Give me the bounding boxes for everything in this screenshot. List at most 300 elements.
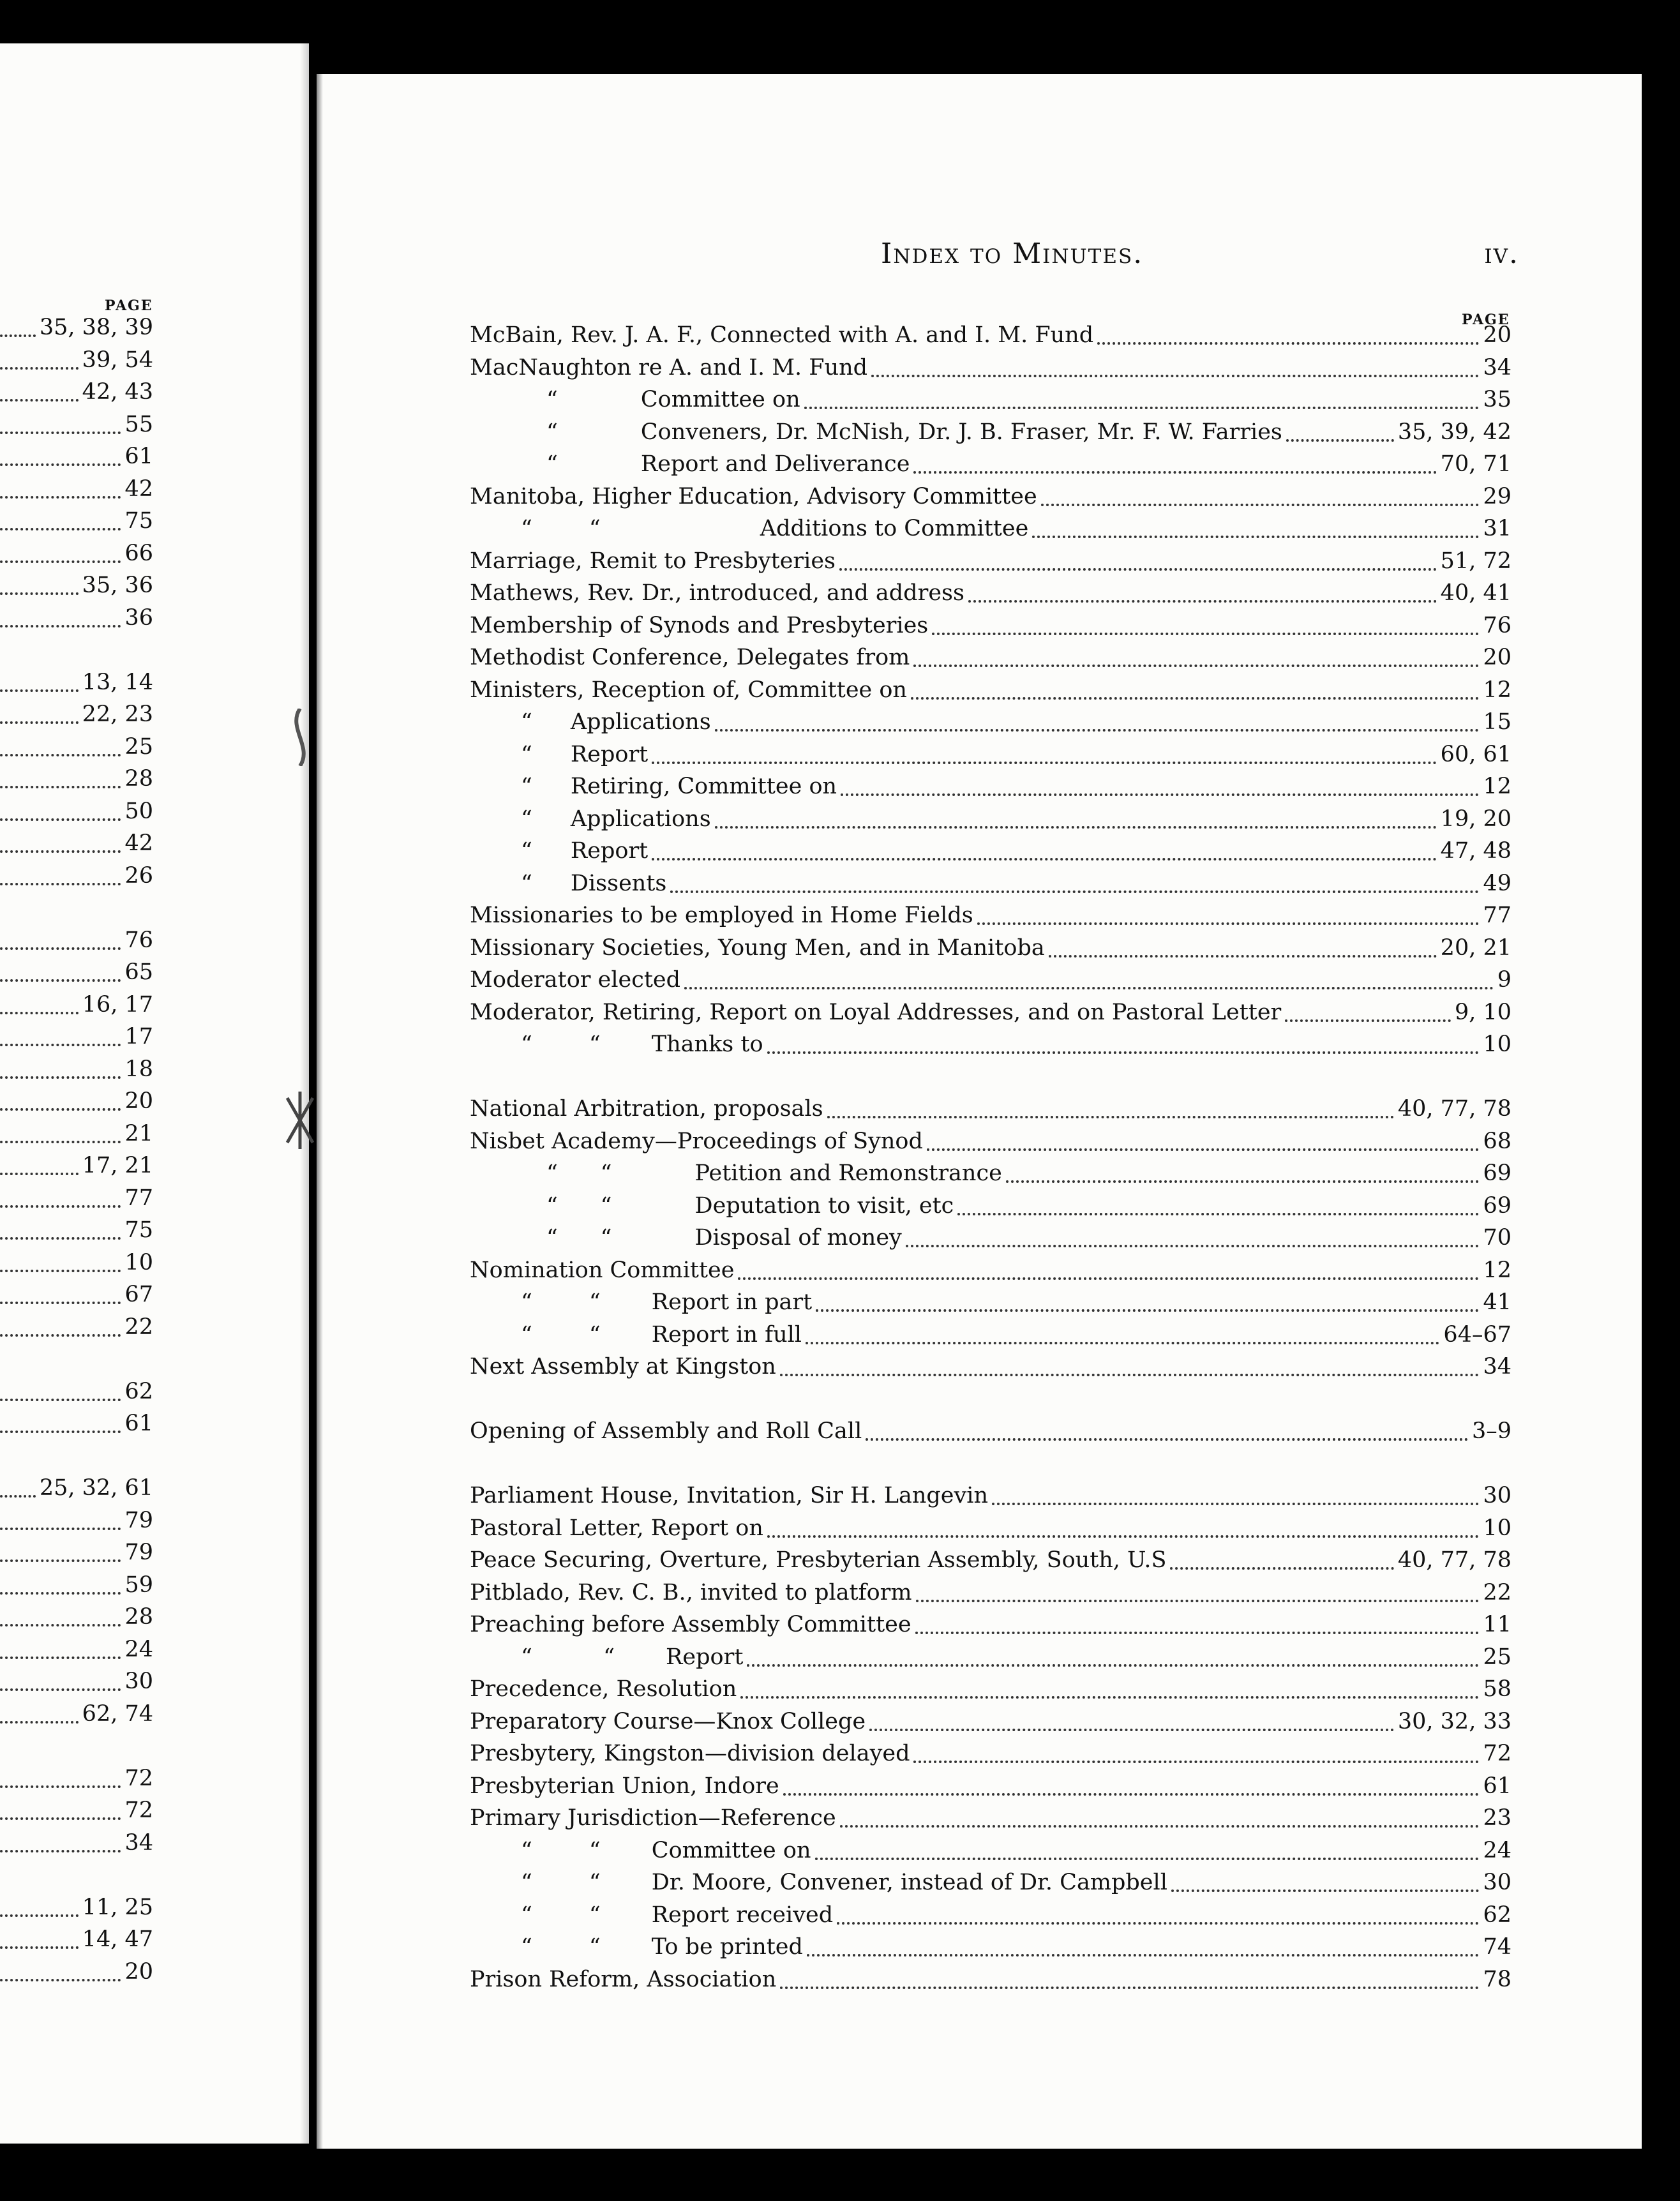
ditto-mark: “ “ — [521, 1289, 601, 1315]
dot-leader — [1285, 1019, 1451, 1022]
entry-pages: 20 — [124, 1088, 153, 1114]
dot-leader — [871, 374, 1479, 377]
index-entry-fragment — [0, 763, 153, 795]
right-page-label: PAGE — [1462, 312, 1510, 328]
entry-pages: 24 — [1483, 1837, 1511, 1863]
entry-label: Report received — [651, 1902, 834, 1928]
index-entry — [470, 1480, 1511, 1512]
dot-leader — [1032, 535, 1479, 538]
entry-label: Preparatory Course—Knox College — [470, 1708, 866, 1734]
index-entry-fragment — [0, 344, 153, 376]
index-entry-fragment — [0, 698, 153, 730]
entry-pages: 20 — [124, 1958, 153, 1985]
entry-label: Prison Reform, Association — [470, 1966, 777, 1992]
dot-leader — [0, 1140, 121, 1143]
entry-label: Mathews, Rev. Dr., introduced, and address — [470, 580, 964, 606]
entry-label: Dissents — [570, 870, 667, 896]
entry-pages: 22 — [124, 1314, 153, 1340]
dot-leader — [913, 1760, 1479, 1763]
entry-label: Nisbet Academy—Proceedings of Synod — [470, 1128, 923, 1154]
entry-text — [470, 803, 711, 835]
entry-label: Report — [570, 741, 649, 767]
index-entry — [470, 610, 1511, 642]
entry-label: Conveners, Dr. McNish, Dr. J. B. Fraser, Mr. F. W. Farries — [640, 419, 1282, 445]
index-entry — [470, 545, 1511, 577]
dot-leader — [839, 567, 1437, 571]
index-entry-fragment — [0, 1311, 153, 1343]
entry-text — [470, 513, 1028, 545]
ditto-mark: “ — [521, 774, 532, 799]
index-entry — [470, 835, 1511, 867]
entry-text — [470, 1415, 862, 1447]
entry-pages: 58 — [1483, 1676, 1511, 1702]
index-entry — [470, 1351, 1511, 1383]
index-entry-fragment — [0, 666, 153, 698]
index-entry-fragment — [0, 1182, 153, 1214]
page-title: Index to Minutes. — [881, 237, 1144, 270]
dot-leader — [841, 793, 1479, 796]
entry-label: Additions to Committee — [760, 516, 1029, 541]
entry-text — [470, 545, 836, 577]
dot-leader — [0, 979, 121, 982]
entry-text — [470, 1609, 911, 1641]
dot-leader — [1171, 1889, 1480, 1892]
ditto-mark: “ — [521, 709, 532, 735]
index-entry-fragment — [0, 1408, 153, 1439]
entry-text — [470, 384, 800, 416]
entry-pages: 16, 17 — [82, 991, 153, 1018]
entry-label: Preaching before Assembly Committee — [470, 1612, 911, 1637]
index-entry-fragment — [0, 1665, 153, 1697]
index-entry-fragment — [0, 1634, 153, 1665]
entry-text — [470, 964, 680, 996]
dot-leader — [715, 728, 1480, 732]
entry-label: Pastoral Letter, Report on — [470, 1515, 763, 1541]
entry-pages: 21 — [124, 1120, 153, 1146]
index-entry — [470, 996, 1511, 1028]
entry-pages: 25, 32, 61 — [39, 1475, 153, 1501]
entry-pages: 70 — [1483, 1225, 1511, 1251]
dot-leader — [0, 1301, 121, 1304]
entry-pages: 72 — [124, 1765, 153, 1791]
entry-pages: 11, 25 — [82, 1894, 153, 1920]
entry-pages: 65 — [124, 959, 153, 985]
entry-text — [470, 1125, 923, 1157]
entry-pages: 64–67 — [1443, 1321, 1511, 1348]
index-entry — [470, 1867, 1511, 1898]
index-entry — [470, 577, 1511, 609]
index-entry — [470, 1093, 1511, 1125]
entry-pages: 28 — [124, 1604, 153, 1630]
ditto-mark: “ “ — [546, 1192, 612, 1219]
entry-pages: 42, 43 — [82, 379, 153, 405]
dot-leader — [0, 592, 79, 595]
dot-leader — [806, 1341, 1439, 1344]
ditto-mark: “ “ — [521, 1934, 601, 1960]
dot-leader — [816, 1309, 1479, 1312]
dot-leader — [968, 599, 1437, 603]
ditto-mark: “ “ — [521, 516, 601, 541]
dot-leader — [815, 1857, 1480, 1860]
entry-label: Primary Jurisdiction—Reference — [470, 1805, 836, 1831]
entry-pages: 61 — [124, 444, 153, 469]
entry-label: Opening of Assembly and Roll Call — [470, 1418, 862, 1444]
entry-pages: 75 — [124, 1217, 153, 1243]
dot-leader — [992, 1502, 1479, 1505]
dot-leader — [1286, 439, 1394, 442]
dot-leader — [0, 947, 121, 950]
dot-leader — [957, 1212, 1479, 1215]
dot-leader — [0, 1688, 121, 1691]
entry-text — [470, 706, 711, 738]
entry-text — [470, 996, 1281, 1028]
entry-text — [470, 1867, 1167, 1898]
index-entry-fragment — [0, 569, 153, 601]
entry-label: McBain, Rev. J. A. F., Connected with A. and I. M. Fund — [470, 322, 1094, 348]
index-entry-fragment — [0, 1118, 153, 1150]
entry-label: Moderator elected — [470, 967, 681, 993]
entry-text — [470, 1254, 734, 1286]
entry-pages: 55 — [124, 411, 153, 437]
dot-leader — [0, 1946, 79, 1949]
dot-leader — [0, 495, 121, 499]
entry-pages: 74 — [1483, 1934, 1511, 1960]
dot-leader — [0, 1236, 121, 1240]
entry-text — [470, 1641, 743, 1673]
entry-label: Parliament House, Invitation, Sir H. Langevin — [470, 1483, 988, 1508]
binding-thread-upper — [281, 709, 319, 766]
dot-leader — [1041, 503, 1480, 506]
dot-leader — [906, 1244, 1480, 1247]
index-entry — [470, 1641, 1511, 1673]
entry-pages: 77 — [1483, 903, 1511, 928]
dot-leader — [0, 1398, 121, 1401]
entry-pages: 28 — [124, 766, 153, 792]
dot-leader — [0, 1591, 121, 1595]
dot-leader — [927, 1148, 1480, 1151]
ditto-mark: “ “ — [521, 1644, 615, 1670]
index-entry — [470, 1770, 1511, 1802]
dot-leader — [866, 1438, 1468, 1441]
entry-pages: 20 — [1483, 322, 1511, 348]
dot-leader — [0, 1785, 121, 1788]
entry-label: Presbytery, Kingston—division delayed — [470, 1741, 910, 1766]
dot-leader — [0, 1172, 79, 1175]
index-entry — [470, 481, 1511, 513]
entry-pages: 14, 47 — [82, 1927, 153, 1952]
index-entry — [470, 1157, 1511, 1189]
left-page-label: PAGE — [105, 297, 153, 314]
dot-leader — [1049, 954, 1437, 958]
dot-leader — [0, 624, 121, 627]
entry-pages: 72 — [124, 1798, 153, 1823]
dot-leader — [804, 406, 1480, 409]
index-entry — [470, 803, 1511, 835]
dot-leader — [0, 1076, 121, 1079]
entry-pages: 30, 32, 33 — [1397, 1708, 1511, 1734]
dot-leader — [0, 882, 121, 885]
entry-pages: 62 — [124, 1378, 153, 1404]
entry-pages: 35, 38, 39 — [39, 315, 153, 340]
entry-text — [470, 1222, 902, 1254]
index-entry — [470, 1125, 1511, 1157]
ditto-mark: “ “ — [546, 1161, 612, 1186]
dot-leader — [0, 431, 121, 434]
index-entry — [470, 1802, 1511, 1834]
entry-pages: 20 — [1483, 645, 1511, 670]
entry-text — [470, 1835, 811, 1867]
entry-pages: 76 — [1483, 612, 1511, 638]
dot-leader — [0, 1720, 79, 1724]
index-entry — [470, 416, 1511, 448]
entry-pages: 47, 48 — [1440, 838, 1511, 864]
entry-label: Retiring, Committee on — [570, 774, 837, 799]
entry-pages: 35 — [1483, 387, 1511, 412]
entry-pages: 69 — [1483, 1192, 1511, 1219]
dot-leader — [0, 463, 121, 466]
dot-leader — [0, 1269, 121, 1272]
entry-pages: 12 — [1483, 677, 1511, 703]
dot-leader — [837, 1921, 1479, 1925]
entry-pages: 49 — [1483, 870, 1511, 896]
index-entry-fragment — [0, 1472, 153, 1504]
entry-label: Precedence, Resolution — [470, 1676, 737, 1702]
entry-pages: 51, 72 — [1440, 548, 1511, 574]
index-entry — [470, 1512, 1511, 1544]
index-entry-fragment — [0, 1505, 153, 1536]
entry-text — [470, 1093, 823, 1125]
index-entry — [470, 868, 1511, 899]
entry-pages: 77 — [124, 1185, 153, 1211]
entry-pages: 25 — [1483, 1644, 1511, 1670]
index-entry-fragment — [0, 860, 153, 892]
entry-pages: 29 — [1483, 483, 1511, 509]
index-entry-fragment — [0, 795, 153, 827]
dot-leader — [911, 696, 1479, 700]
entry-text — [470, 835, 648, 867]
entry-label: Dr. Moore, Convener, instead of Dr. Campbell — [651, 1870, 1167, 1895]
dot-leader — [840, 1824, 1480, 1828]
dot-leader — [783, 1792, 1480, 1796]
entry-text — [470, 1706, 866, 1738]
entry-pages: 40, 77, 78 — [1397, 1547, 1511, 1573]
entry-pages: 76 — [124, 927, 153, 953]
entry-pages: 39, 54 — [82, 347, 153, 373]
entry-pages: 61 — [1483, 1773, 1511, 1799]
dot-leader — [0, 398, 79, 402]
entry-pages: 62, 74 — [82, 1701, 153, 1727]
index-entry-fragment — [0, 376, 153, 408]
dot-leader — [0, 753, 121, 756]
entry-pages: 72 — [1483, 1741, 1511, 1766]
entry-label: Committee on — [651, 1837, 811, 1863]
entry-text — [470, 1964, 776, 1995]
dot-leader — [0, 1011, 79, 1014]
entry-text — [470, 1190, 954, 1222]
entry-text — [470, 770, 837, 802]
dot-leader — [827, 1115, 1394, 1118]
dot-leader — [0, 366, 79, 370]
entry-pages: 22 — [1483, 1579, 1511, 1605]
entry-pages: 78 — [1483, 1966, 1511, 1992]
entry-pages: 25 — [124, 733, 153, 760]
index-entry — [470, 642, 1511, 673]
dot-leader — [977, 922, 1480, 925]
index-entry-fragment — [0, 537, 153, 569]
dot-leader — [913, 664, 1479, 667]
entry-pages: 26 — [124, 862, 153, 889]
dot-leader — [767, 1535, 1480, 1538]
entry-text — [470, 1157, 1002, 1189]
entry-label: Presbyterian Union, Indore — [470, 1773, 779, 1799]
dot-leader — [0, 785, 121, 788]
entry-label: National Arbitration, proposals — [470, 1096, 823, 1122]
dot-leader — [767, 1051, 1480, 1054]
entry-pages: 36 — [124, 605, 153, 631]
entry-text — [470, 739, 648, 770]
entry-label: Petition and Remonstrance — [694, 1161, 1002, 1186]
index-entry — [470, 739, 1511, 770]
entry-pages: 15 — [1483, 709, 1511, 735]
entry-label: MacNaughton re A. and I. M. Fund — [470, 354, 868, 380]
index-entry — [470, 770, 1511, 802]
entry-text — [470, 416, 1282, 448]
index-entry — [470, 1738, 1511, 1769]
entry-label: Methodist Conference, Delegates from — [470, 645, 910, 670]
dot-leader — [652, 761, 1436, 764]
entry-text — [470, 932, 1045, 964]
index-entry-fragment — [0, 1279, 153, 1311]
dot-leader — [0, 689, 79, 692]
ditto-mark: “ — [521, 741, 532, 767]
dot-leader — [747, 1664, 1479, 1667]
entry-pages: 10 — [1483, 1032, 1511, 1057]
entry-label: Report — [570, 838, 649, 864]
entry-pages: 18 — [124, 1056, 153, 1082]
ditto-mark: “ — [546, 387, 558, 412]
index-entry — [470, 899, 1511, 931]
dot-leader — [0, 1559, 121, 1562]
ditto-mark: “ “ — [521, 1837, 601, 1863]
entry-label: Applications — [570, 709, 711, 735]
entry-text — [470, 1351, 776, 1383]
entry-text — [470, 1802, 836, 1834]
dot-leader — [1097, 342, 1479, 345]
entry-text — [470, 1319, 802, 1351]
entry-pages: 66 — [124, 540, 153, 566]
index-entry — [470, 352, 1511, 384]
entry-text — [470, 448, 910, 480]
dot-leader — [1170, 1566, 1393, 1570]
index-entry-fragment — [0, 731, 153, 763]
entry-pages: 17, 21 — [82, 1153, 153, 1178]
entry-pages: 19, 20 — [1440, 806, 1511, 832]
index-entry — [470, 706, 1511, 738]
index-entry-fragment — [0, 1601, 153, 1633]
ditto-mark: “ — [521, 838, 532, 864]
entry-pages: 42 — [124, 476, 153, 502]
entry-pages: 13, 14 — [82, 669, 153, 695]
entry-pages: 10 — [124, 1249, 153, 1275]
index-entry — [470, 319, 1511, 351]
index-entry-fragment — [0, 1214, 153, 1246]
entry-label: Report in part — [651, 1289, 813, 1315]
dot-leader — [0, 1914, 79, 1917]
dot-leader — [1006, 1180, 1480, 1183]
dot-leader — [0, 527, 121, 530]
left-page — [0, 43, 308, 2144]
dot-leader — [916, 1599, 1480, 1602]
entry-text — [470, 674, 907, 706]
dot-leader — [807, 1953, 1480, 1957]
index-entry — [470, 932, 1511, 964]
entry-pages: 62 — [1483, 1902, 1511, 1928]
index-entry-fragment — [0, 1536, 153, 1568]
entry-text — [470, 868, 666, 899]
entry-text — [470, 1673, 737, 1705]
entry-pages: 67 — [124, 1282, 153, 1307]
entry-pages: 79 — [124, 1540, 153, 1565]
entry-pages: 23 — [1483, 1805, 1511, 1831]
index-entry-fragment — [0, 989, 153, 1021]
entry-pages: 3–9 — [1471, 1418, 1511, 1444]
entry-text — [470, 1899, 833, 1931]
dot-leader — [0, 721, 79, 724]
entry-pages: 11 — [1483, 1612, 1511, 1637]
entry-text — [470, 1577, 912, 1609]
index-entry — [470, 1222, 1511, 1254]
index-entry-fragment — [0, 1956, 153, 1988]
index-entry — [470, 1899, 1511, 1931]
index-entry — [470, 1964, 1511, 1995]
index-entry-fragment — [0, 473, 153, 505]
ditto-mark: “ — [546, 451, 558, 477]
entry-pages: 31 — [1483, 516, 1511, 541]
index-entry — [470, 1286, 1511, 1318]
index-entry-fragment — [0, 602, 153, 634]
dot-leader — [780, 1986, 1479, 1989]
index-entry — [470, 1706, 1511, 1738]
entry-pages: 75 — [124, 508, 153, 534]
index-entry — [470, 448, 1511, 480]
entry-text — [470, 642, 910, 673]
dot-leader — [0, 1623, 121, 1626]
dot-leader — [652, 857, 1436, 860]
entry-label: Peace Securing, Overture, Presbyterian Assembly, South, U.S — [470, 1547, 1167, 1573]
dot-leader — [715, 825, 1437, 829]
ditto-mark: “ — [546, 419, 558, 445]
index-entry — [470, 1673, 1511, 1705]
index-entry-fragment — [0, 1891, 153, 1923]
entry-label: Marriage, Remit to Presbyteries — [470, 548, 836, 574]
entry-text — [470, 481, 1037, 513]
entry-pages: 17 — [124, 1024, 153, 1049]
ditto-mark: “ — [521, 870, 532, 896]
index-entry-fragment — [0, 1021, 153, 1053]
index-entry-fragment — [0, 1698, 153, 1730]
index-entry-fragment — [0, 827, 153, 859]
ditto-mark: “ “ — [521, 1032, 601, 1057]
entry-pages: 60, 61 — [1440, 741, 1511, 767]
entry-label: Report — [666, 1644, 744, 1670]
index-entry — [470, 1931, 1511, 1963]
index-entry-fragment — [0, 956, 153, 988]
entry-label: Deputation to visit, etc — [694, 1192, 954, 1219]
index-entry — [470, 1835, 1511, 1867]
ditto-mark: “ “ — [546, 1225, 612, 1251]
index-entry-fragment — [0, 1085, 153, 1117]
index-entry — [470, 1415, 1511, 1447]
